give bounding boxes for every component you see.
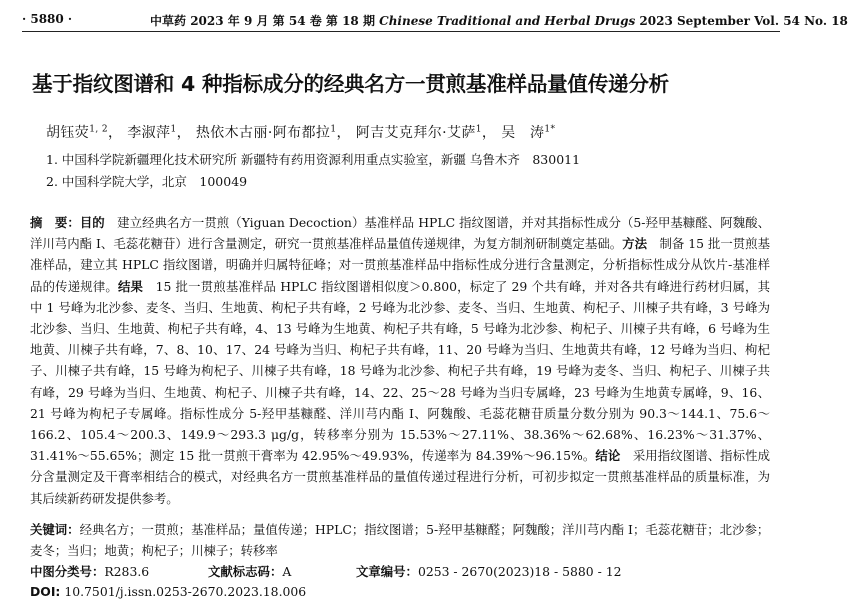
- header-rule: [22, 31, 780, 32]
- clc-value: R283.6: [104, 564, 150, 579]
- author-affiliation-mark: 1*: [544, 124, 556, 135]
- document-code: [208, 562, 291, 580]
- affiliation-2: 2. 中国科学院大学，北京 100049: [46, 174, 248, 189]
- issue-en: 2023 September Vol. 54 No. 18: [639, 14, 848, 28]
- article-value: 0253 - 2670(2023)18 - 5880 - 12: [417, 564, 622, 579]
- page-number: · 5880 ·: [22, 12, 73, 26]
- results-text: 15 批一贯煎基准样品 HPLC 指纹图谱相似度＞0.800，标定了 29 个共有峰，并对各共有峰进行药材归属，其中 1 号峰为北沙参、麦冬、当归、生地黄、枸杞子共有峰，2 号峰为北沙参、麦冬、当归、生地黄、枸杞子、川楝子共有峰，3 号峰为北沙参、当归、生地黄、枸杞子共有峰，4、13 号峰为生地黄、枸杞子共有峰，5 号峰为北沙参、枸杞子、川楝子共有峰，6 号峰为生地黄、川楝子共有峰，7、8、10、17、24 号峰为当归、枸杞子共有峰，11、20 号峰为当归、生地黄共有峰，12 号峰为当归、枸杞子、川楝子共有峰，15 号峰为枸杞子、川楝子共有峰，18 号峰为北沙参、枸杞子共有峰，19 号峰为麦冬、当归、枸杞子、川楝子共有峰，29 号峰为当归、生地黄、枸杞子、川楝子共有峰，14、22、25～28 号峰为当归专属峰，23 号峰为生地黄专属峰，9、16、21 号峰为枸杞子专属峰。指标性成分 5-羟甲基糠醛、洋川芎内酯 I、阿魏酸、毛蕊花糖苷质量分数分别为 90.3～144.1、75.6～166.2、105.4～200.3、149.9～293.3 μg/g，转移率分别为 15.53%～27.11%、38.36%～62.68%、16.23%～31.37%、31.41%～55.65%；测定 15 批一贯煎干膏率为 42.95%～49.93%，传递率为 84.39%～96.15%。: [30, 278, 771, 464]
- author: 胡钰荧: [46, 125, 90, 141]
- author: 阿吉艾克拜尔·艾萨: [355, 125, 476, 141]
- methods-text: 制备 15 批一贯煎基准样品，建立其 HPLC 指纹图谱，明确并归属特征峰；对一贯煎基准样品中指标性成分进行含量测定，分析指标性成分从饮片-基准样品的传递规律。: [30, 236, 770, 294]
- conclusion-label: 结论: [595, 448, 621, 464]
- author-affiliation-mark: 1, 2: [89, 124, 108, 135]
- results-label: 结果: [117, 278, 144, 294]
- conclusion-text: 采用指纹图谱、指标性成分含量测定及干膏率相结合的模式，对经典名方一贯煎基准样品的量值传递过程进行分析，可初步拟定一贯煎基准样品的质量标准，为其后续新药研发提供参考。: [30, 448, 771, 506]
- objective-text: 建立经典名方一贯煎（Yiguan Decoction）基准样品 HPLC 指纹图谱，并对其指标性成分（5-羟甲基糠醛、阿魏酸、洋川芎内酯 I、毛蕊花糖苷）进行含量测定，研究一贯煎基准样品量值传递规律，为复方制剂研制奠定基础。: [30, 215, 770, 252]
- methods-label: 方法: [622, 236, 648, 252]
- issue-cn: 2023 年 9 月 第 54 卷 第 18 期: [190, 14, 375, 28]
- running-header: [22, 10, 848, 30]
- doc-label: 文献标志码：: [208, 564, 283, 579]
- author: 吴 涛: [501, 125, 545, 141]
- doc-value: A: [282, 564, 292, 579]
- author: 李淑萍: [127, 125, 171, 141]
- abstract-label: 摘 要：: [30, 215, 80, 230]
- journal-line: [150, 12, 848, 29]
- clc-label: 中图分类号：: [30, 564, 105, 579]
- paper-title: 基于指纹图谱和 4 种指标成分的经典名方一贯煎基准样品量值传递分析: [32, 72, 669, 96]
- journal-name-cn: 中草药: [150, 14, 187, 28]
- author-affiliation-mark: 1: [170, 124, 177, 135]
- affiliation-1: 1. 中国科学院新疆理化技术研究所 新疆特有药用资源利用重点实验室，新疆 乌鲁木齐 830011: [46, 152, 581, 167]
- article-number: [356, 562, 621, 580]
- keywords-label: 关键词：: [30, 522, 80, 537]
- journal-name-en: Chinese Traditional and Herbal Drugs: [379, 14, 636, 28]
- author-affiliation-mark: 1: [330, 124, 337, 135]
- keywords-text: 经典名方；一贯煎；基准样品；量值传递；HPLC；指纹图谱；5-羟甲基糠醛；阿魏酸；洋川芎内酯 I；毛蕊花糖苷；北沙参；麦冬；当归；地黄；枸杞子；川楝子；转移率: [30, 522, 770, 559]
- article-label: 文章编号：: [356, 564, 418, 579]
- doi: [30, 584, 306, 599]
- author-list: 胡钰荧$^{1, 2}$， 李淑萍$^1$， 热依木古丽·阿布都拉$^1$， 阿吉艾克拜尔·艾萨$^1$， 吴 涛$^{1*}$: [46, 124, 556, 141]
- doi-value: 10.7501/j.issn.0253-2670.2023.18.006: [64, 584, 307, 599]
- classification-line: [30, 562, 770, 582]
- clc-number: [30, 562, 149, 580]
- author: 热依木古丽·阿布都拉: [195, 125, 331, 141]
- keywords: [30, 519, 770, 561]
- abstract: [30, 212, 770, 509]
- author-affiliation-mark: 1: [475, 124, 482, 135]
- objective-label: 目的: [79, 215, 105, 230]
- doi-label: DOI:: [30, 584, 61, 599]
